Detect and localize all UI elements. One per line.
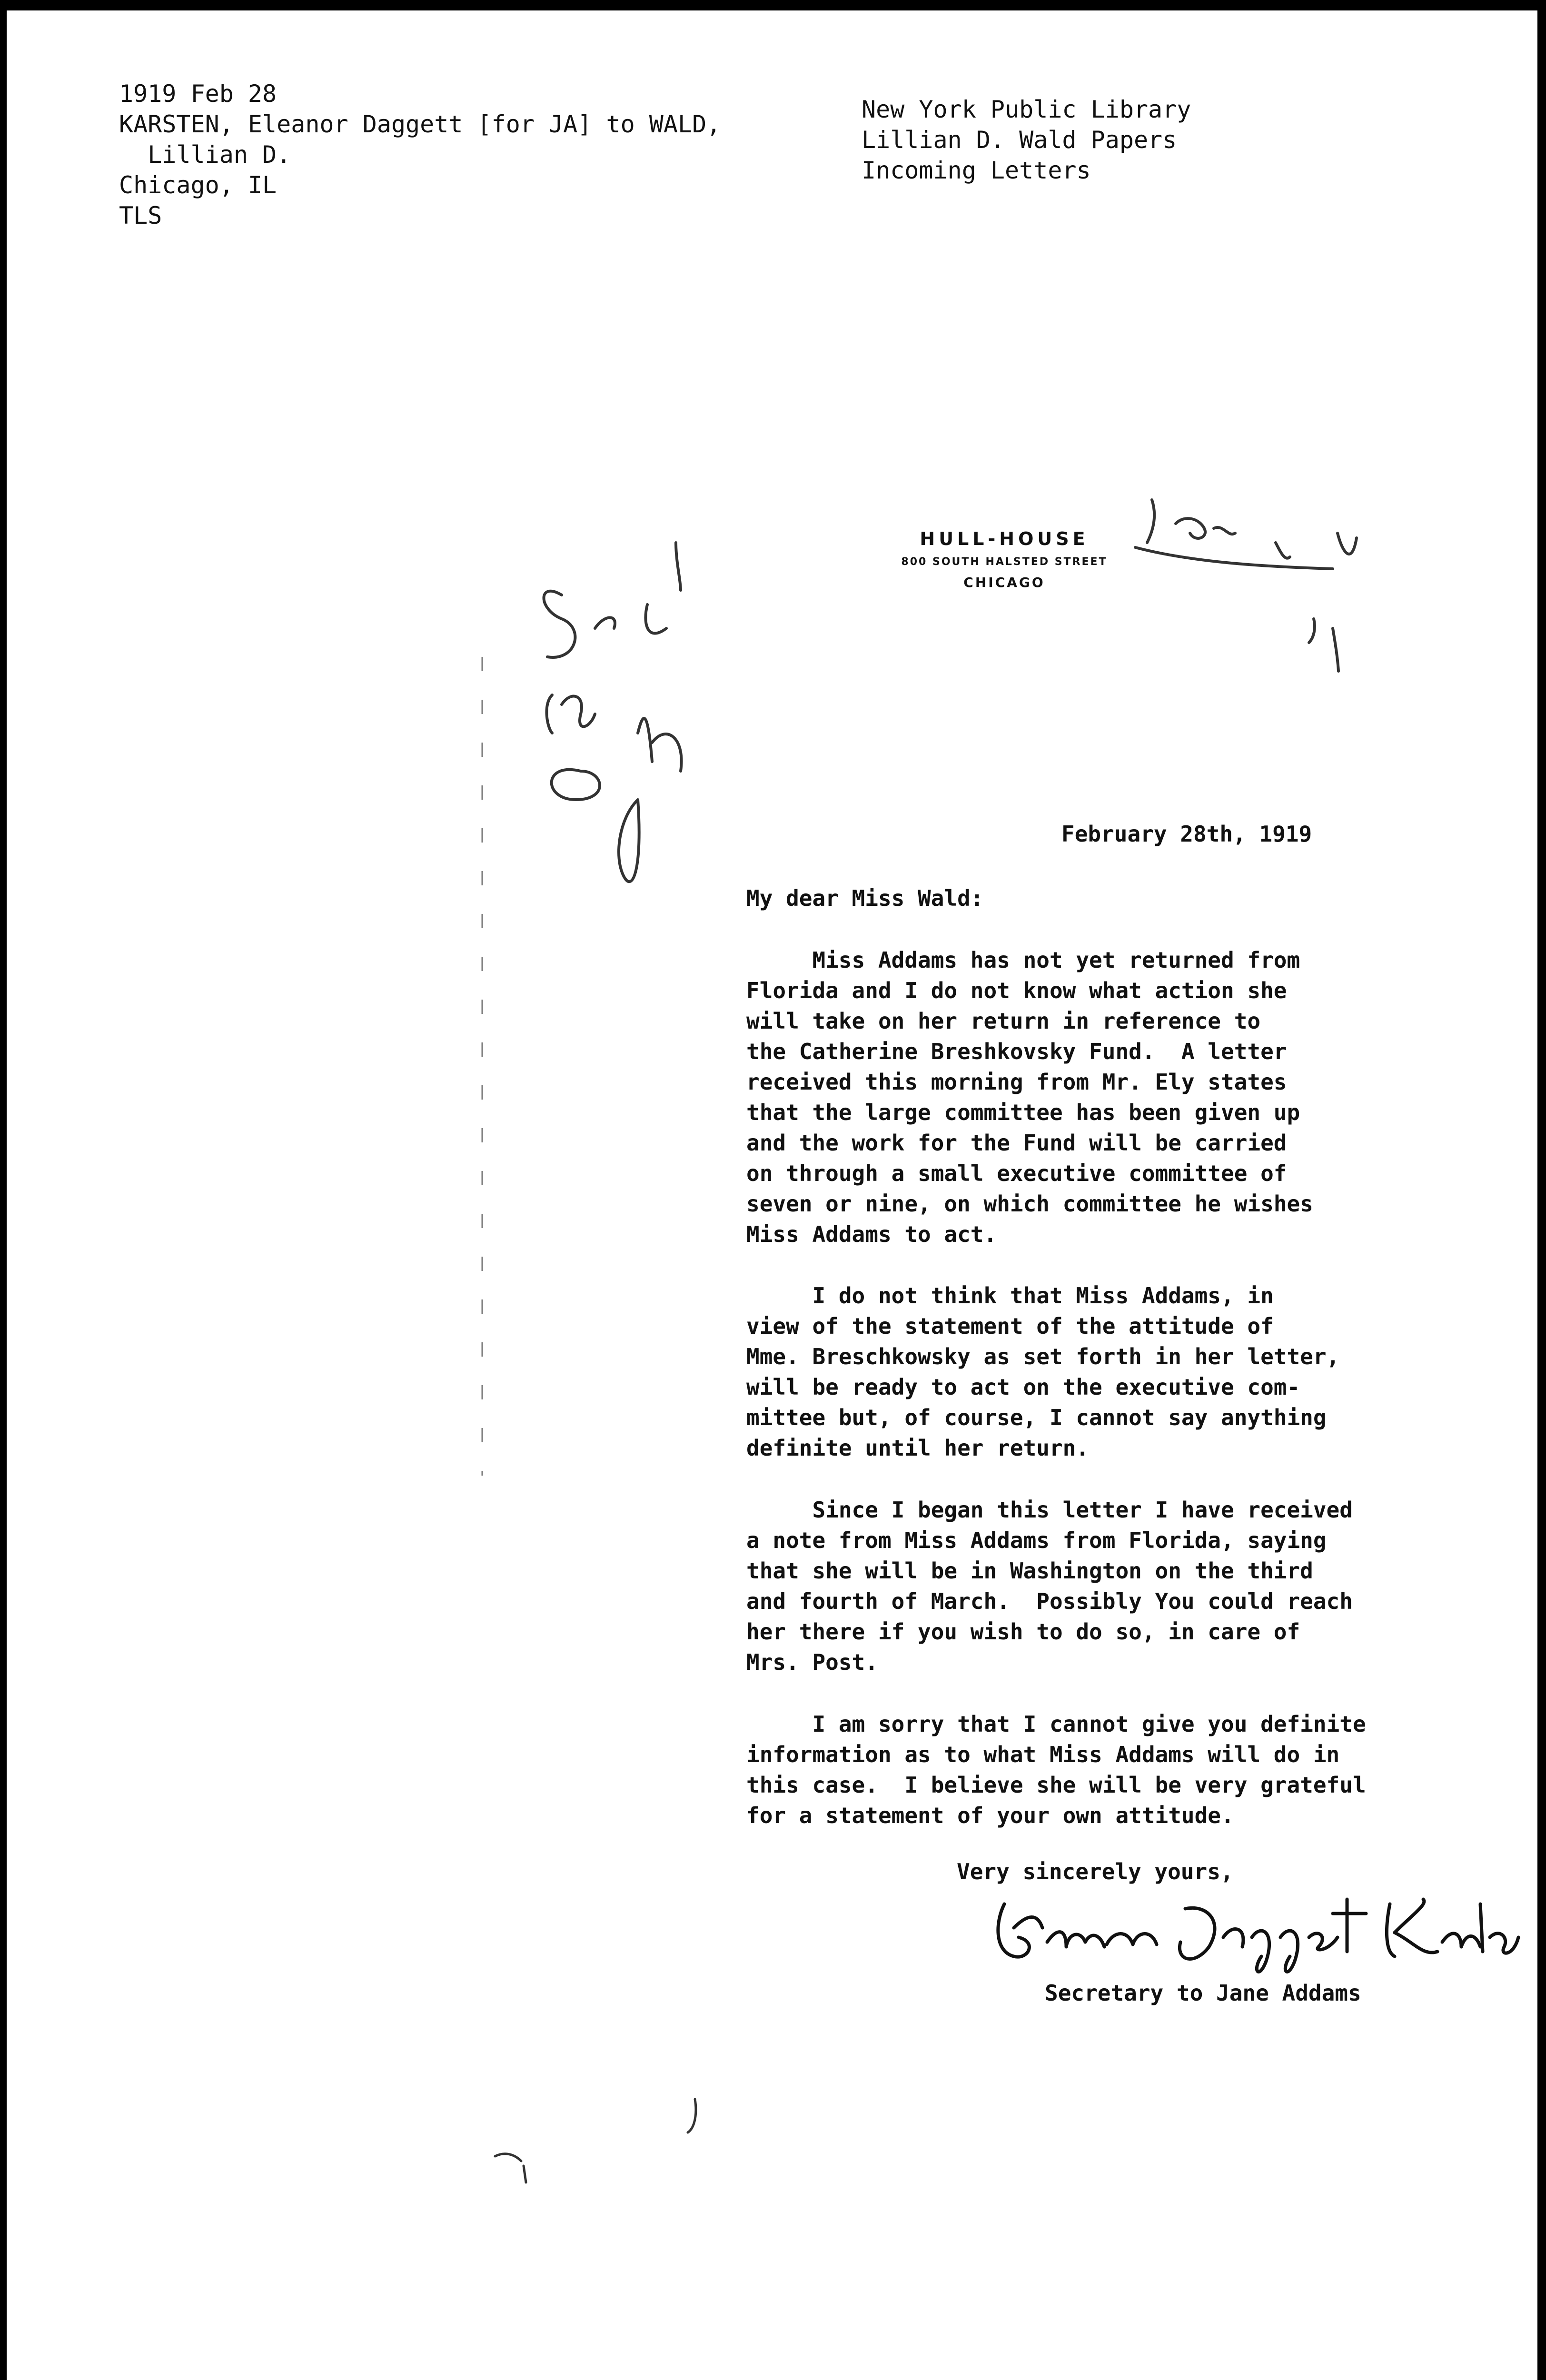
paragraph-line: Mme. Breschkowsky as set forth in her letter, (746, 1344, 1340, 1369)
letter-closing: Very sincerely yours, (957, 1859, 1234, 1884)
paragraph-line: and fourth of March. Possibly You could reach (746, 1588, 1353, 1614)
paragraph-line: information as to what Miss Addams will do in (746, 1742, 1340, 1767)
paragraph-line: that she will be in Washington on the third (746, 1558, 1313, 1584)
scan-border-top (0, 0, 1546, 10)
paragraph-line: Miss Addams has not yet returned from (746, 947, 1300, 973)
letter-paragraph-3 (746, 1495, 1353, 1677)
repository-name: New York Public Library (862, 96, 1191, 123)
paragraph-line: view of the statement of the attitude of (746, 1313, 1274, 1339)
series-name: Incoming Letters (862, 157, 1091, 184)
paragraph-line: seven or nine, on which committee he wishes (746, 1191, 1313, 1217)
signer-title: Secretary to Jane Addams (1045, 1980, 1361, 2006)
citation-correspondents: KARSTEN, Eleanor Daggett [for JA] to WALD, (119, 110, 721, 138)
citation-date: 1919 Feb 28 (119, 80, 277, 108)
letterhead (871, 528, 1138, 590)
paragraph-line: this case. I believe she will be very grateful (746, 1772, 1366, 1798)
collection-name: Lillian D. Wald Papers (862, 126, 1177, 154)
handwritten-signature (985, 1885, 1523, 1980)
repository-label (862, 94, 1191, 186)
paragraph-line: a note from Miss Addams from Florida, saying (746, 1527, 1327, 1553)
paragraph-line: for a statement of your own attitude. (746, 1803, 1234, 1828)
paragraph-line: received this morning from Mr. Ely states (746, 1069, 1287, 1095)
citation-type: TLS (119, 202, 162, 229)
paragraph-line: and the work for the Fund will be carried (746, 1130, 1287, 1156)
paragraph-line: will take on her return in reference to (746, 1008, 1261, 1034)
scan-border-right (1537, 0, 1546, 2380)
paragraph-line: her there if you wish to do so, in care of (746, 1619, 1300, 1645)
letterhead-city: CHICAGO (963, 575, 1045, 590)
letter-paragraph-4 (746, 1709, 1366, 1831)
margin-fold-mark (481, 657, 484, 1476)
paragraph-line: Florida and I do not know what action she (746, 978, 1287, 1003)
paragraph-line: on through a small executive committee of (746, 1160, 1287, 1186)
archival-citation (119, 79, 721, 231)
paragraph-line: will be ready to act on the executive com- (746, 1374, 1300, 1400)
citation-place: Chicago, IL (119, 171, 277, 199)
paragraph-line: Mrs. Post. (746, 1649, 878, 1675)
paragraph-line: mittee but, of course, I cannot say anything (746, 1405, 1327, 1430)
paragraph-line: that the large committee has been given up (746, 1100, 1300, 1125)
paragraph-line: I am sorry that I cannot give you definite (746, 1711, 1366, 1737)
paragraph-line: the Catherine Breshkovsky Fund. A letter (746, 1039, 1287, 1064)
paragraph-line: I do not think that Miss Addams, in (746, 1283, 1274, 1309)
letterhead-name: HULL-HOUSE (920, 528, 1089, 549)
letter-paragraph-2 (746, 1280, 1339, 1463)
letter-salutation: My dear Miss Wald: (746, 885, 984, 911)
stray-pencil-marks (486, 2094, 771, 2199)
citation-recipient-continued: Lillian D. (119, 141, 291, 169)
paragraph-line: Miss Addams to act. (746, 1221, 997, 1247)
scan-border-left (0, 0, 7, 2380)
paragraph-line: definite until her return. (746, 1435, 1090, 1461)
paragraph-line: Since I began this letter I have received (746, 1497, 1353, 1523)
letter-paragraph-1 (746, 945, 1313, 1250)
handwritten-annotation-top-right (1133, 486, 1399, 685)
letter-date: February 28th, 1919 (1061, 821, 1312, 847)
letterhead-street: 800 SOUTH HALSTED STREET (901, 556, 1108, 568)
handwritten-margin-notes (524, 533, 771, 904)
